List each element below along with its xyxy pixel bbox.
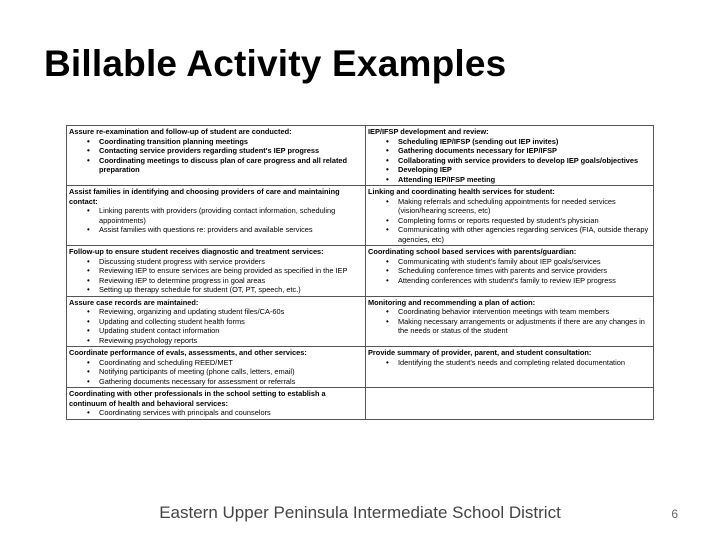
cell-heading: Provide summary of provider, parent, and student consultation:: [368, 348, 592, 357]
cell-heading: Assure re-examination and follow-up of student are conducted:: [69, 127, 292, 136]
list-item: • Coordinating services with principals and counselors: [99, 408, 363, 418]
table-cell: [67, 296, 366, 347]
list-item: • Gathering documents necessary for assessment or referrals: [99, 377, 363, 387]
list-item: • Assist families with questions re: providers and available services: [99, 225, 363, 235]
cell-heading: Monitoring and recommending a plan of action:: [368, 297, 536, 307]
list-item: • Discussing student progress with service providers: [99, 257, 363, 267]
list-item: • Reviewing IEP to determine progress in goal areas: [99, 276, 363, 286]
list-item: • Attending conferences with student's family to review IEP progress: [398, 276, 651, 286]
list-item: • Developing IEP: [398, 165, 651, 175]
list-item: • Making necessary arrangements or adjustments if there are any changes in the needs or status of the student: [398, 317, 651, 336]
list-item: • Communicating with other agencies regarding services (FIA, outside therapy agencies, etc): [398, 225, 651, 244]
activity-table: [66, 125, 654, 420]
cell-heading: Coordinating with other professionals in the school setting to establish a continuum of health and behavioral services:: [69, 389, 326, 408]
list-item: • Coordinating and scheduling REED/MET: [99, 358, 363, 368]
list-item: • Gathering documents necessary for IEP/IFSP: [398, 146, 651, 156]
cell-heading: Assist families in identifying and choosing providers of care and maintaining contact:: [69, 187, 340, 206]
list-item: • Scheduling conference times with parents and service providers: [398, 266, 651, 276]
list-item: • Collaborating with service providers to develop IEP goals/objectives: [398, 156, 651, 166]
list-item: • Setting up therapy schedule for student (OT, PT, speech, etc.): [99, 285, 363, 295]
list-item: • Contacting service providers regarding student's IEP progress: [99, 146, 363, 156]
table-row: [67, 347, 654, 388]
table-cell: [366, 296, 654, 347]
list-item: • Linking parents with providers (providing contact information, scheduling appointments): [99, 206, 363, 225]
list-item: • Completing forms or reports requested by student's physician: [398, 216, 651, 226]
table-cell: [366, 246, 654, 297]
list-item: • Scheduling IEP/IFSP (sending out IEP invites): [398, 137, 651, 147]
table-row: [67, 388, 654, 420]
list-item: • Updating and collecting student health forms: [99, 317, 363, 327]
cell-heading: Linking and coordinating health services for student:: [368, 187, 555, 196]
page-number: 6: [671, 507, 678, 521]
list-item: • Updating student contact information: [99, 326, 363, 336]
list-item: • Coordinating meetings to discuss plan of care progress and all related preparation: [99, 156, 363, 175]
table-cell: [366, 186, 654, 246]
table-cell: [67, 126, 366, 186]
slide-title: Billable Activity Examples: [44, 43, 507, 84]
list-item: • Identifying the student's needs and completing related documentation: [398, 358, 651, 368]
table-cell: [366, 347, 654, 388]
table-row: [67, 296, 654, 347]
table-cell: [67, 347, 366, 388]
cell-heading: Coordinate performance of evals, assessments, and other services:: [69, 348, 307, 357]
cell-heading: Follow-up to ensure student receives diagnostic and treatment services:: [69, 247, 324, 256]
list-item: • Communicating with student's family about IEP goals/services: [398, 257, 651, 267]
table-cell: [67, 186, 366, 246]
list-item: • Reviewing, organizing and updating student files/CA-60s: [99, 307, 363, 317]
table-cell: [67, 246, 366, 297]
list-item: • Attending IEP/IFSP meeting: [398, 175, 651, 185]
list-item: • Notifying participants of meeting (phone calls, letters, email): [99, 367, 363, 377]
activity-table-frame: [66, 125, 654, 420]
list-item: • Coordinating transition planning meetings: [99, 137, 363, 147]
cell-heading: Coordinating school based services with parents/guardian:: [368, 247, 577, 256]
list-item: • Reviewing IEP to ensure services are being provided as specified in the IEP: [99, 266, 363, 276]
table-row: [67, 126, 654, 186]
table-cell: [366, 126, 654, 186]
list-item: • Reviewing psychology reports: [99, 336, 363, 346]
cell-heading: Assure case records are maintained:: [69, 297, 199, 307]
list-item: • Coordinating behavior intervention meetings with team members: [398, 307, 651, 317]
table-row: [67, 186, 654, 246]
table-cell: [67, 388, 366, 420]
list-item: • Making referrals and scheduling appointments for needed services (vision/hearing screens, etc): [398, 197, 651, 216]
table-row: [67, 246, 654, 297]
cell-heading: IEP/IFSP development and review:: [368, 127, 489, 136]
footer-text: Eastern Upper Peninsula Intermediate School District: [159, 503, 561, 522]
table-cell-empty: [366, 388, 654, 420]
